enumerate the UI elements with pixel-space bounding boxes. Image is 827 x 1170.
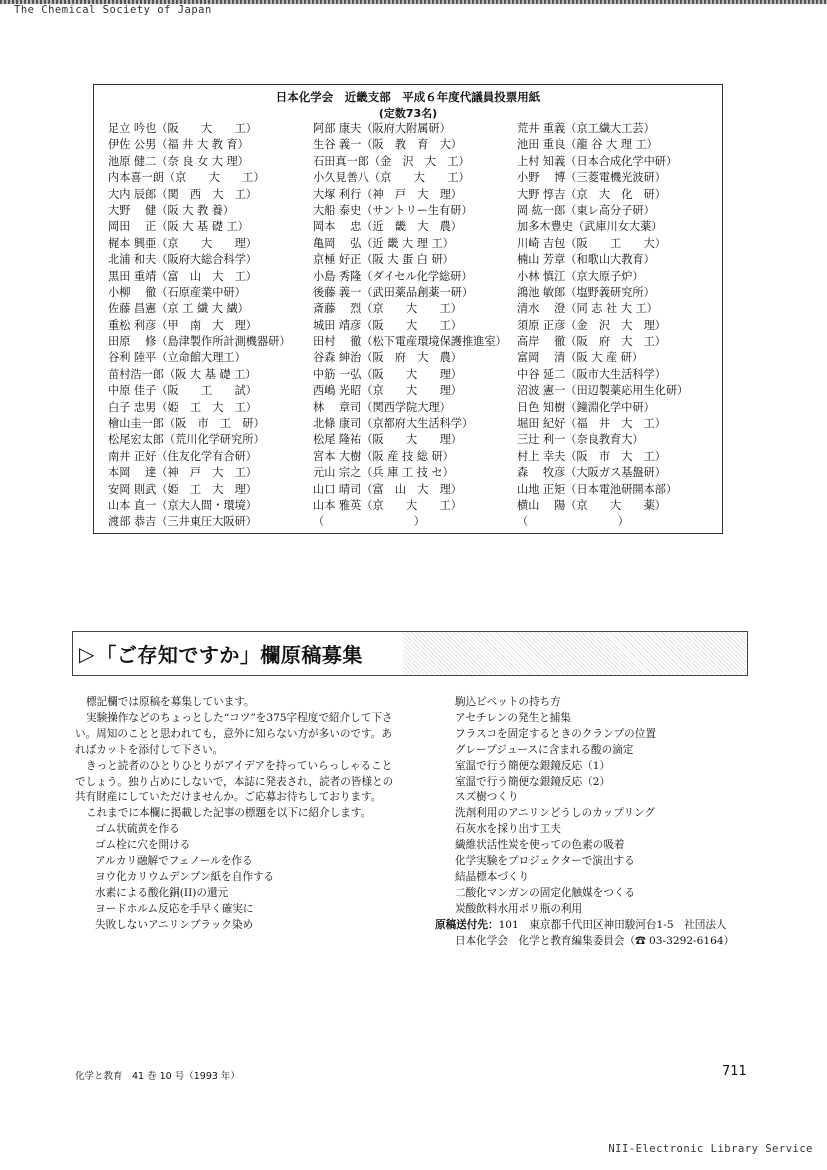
ballot-subtitle: (定数73名): [378, 107, 438, 120]
list-item: 谷森 紳治（阪 府 大 農）: [313, 351, 462, 365]
banner-title: 「ご存知ですか」欄原稿募集: [96, 643, 363, 667]
paragraph: 実験操作などのちょっとした“コツ”を375字程度で紹介して下さい。周知のことと思われても，意外に知らない方が多いのです。あればカットを添付して下さい。: [75, 711, 393, 756]
list-item: 白子 忠男（姫 工 大 工）: [108, 400, 257, 414]
list-item: 足立 吟也（阪 大 工）: [108, 122, 257, 135]
list-item: 岡田 正（阪 大 基 礎 工）: [108, 220, 249, 234]
list-item: 斎藤 烈（京 大 工）: [313, 302, 462, 316]
list-item: 大野 惇吉（京 大 化 研）: [517, 187, 666, 201]
list-item: 大船 泰史（サントリー生有研）: [313, 203, 473, 217]
list-item: 岡 紘一郎（東レ高分子研）: [517, 203, 655, 217]
ballot-table: [93, 84, 723, 534]
list-item: （ ）: [517, 515, 629, 529]
list-item: 石田真一郎（金 沢 大 工）: [313, 154, 470, 168]
list-item: ゴム栓に穴を開ける: [95, 839, 191, 852]
list-item: 水素による酸化銅(II)の還元: [95, 886, 229, 899]
paragraph: 標記欄では原稿を募集しています。: [86, 696, 255, 708]
send-line-2: 日本化学会 化学と教育編集委員会（☎ 03-3292-6164）: [455, 934, 735, 947]
list-item: 佐藤 昌憲（京 工 繊 大 繊）: [108, 302, 249, 316]
list-item: 荒井 重義（京工繊大工芸）: [517, 122, 655, 135]
paragraph: きっと読者のひとりひとりがアイデアを持っていらっしゃることでしょう。独り占めにしないで，本誌に発表され，読者の皆様との共有財産にしていただけませんか。ご応募お待ちしております。: [75, 759, 394, 804]
list-item: 山本 直一（京大人間・環境）: [108, 498, 257, 512]
article-list-left: [75, 822, 395, 933]
list-item: 北條 康司（京都府大生活科学）: [313, 417, 474, 431]
list-item: 後藤 義一（武田薬品創薬一研）: [313, 285, 474, 299]
ballot-column-1: [108, 121, 291, 531]
list-item: 山地 正矩（日本電池研開本部）: [517, 482, 678, 496]
list-item: 檜山圭一郎（阪 市 工 研）: [108, 417, 265, 431]
list-item: 化学実験をプロジェクターで演出する: [455, 855, 635, 868]
list-item: 大塚 利行（神 戸 大 理）: [313, 187, 462, 201]
list-item: 森 牧彦（大阪ガス基盤研）: [517, 466, 666, 480]
list-item: 炭酸飲料水用ポリ瓶の利用: [455, 902, 583, 915]
header-text: The Chemical Society of Japan: [14, 4, 212, 16]
article-list-right: [455, 695, 755, 918]
list-item: 林 章司（関西学院大理）: [313, 400, 451, 414]
list-item: 村上 幸夫（阪 市 大 工）: [517, 449, 666, 463]
list-item: 城田 靖彦（阪 大 工）: [313, 318, 462, 332]
list-item: 室温で行う簡便な銀鏡反応（1）: [455, 759, 611, 772]
list-item: 内本喜一朗（京 大 工）: [108, 171, 265, 185]
send-label: 原稿送付先：: [435, 918, 499, 931]
list-item: 中原 佳子（阪 工 試）: [108, 384, 257, 398]
list-item: 室温で行う簡便な銀鏡反応（2）: [455, 775, 611, 788]
library-footer: NII-Electronic Library Service: [608, 1143, 813, 1155]
list-item: 結晶標本づくり: [455, 870, 530, 883]
list-item: 須原 正彦（金 沢 大 理）: [517, 318, 666, 332]
list-item: スズ樹つくり: [455, 791, 519, 804]
list-item: 沼波 憲一（田辺製薬応用生化研）: [517, 384, 689, 398]
list-item: 富岡 清（阪 大 産 研）: [517, 351, 644, 365]
list-item: 岡本 忠（近 畿 大 農）: [313, 220, 462, 234]
list-item: 亀岡 弘（近 畿 大 理 工）: [313, 236, 454, 250]
section-banner: [72, 631, 748, 676]
ballot-title: 日本化学会 近畿支部 平成６年度代議員投票用紙: [275, 90, 541, 104]
list-item: 加多木豊史（武庫川女大薬）: [517, 220, 663, 234]
list-item: 日色 知樹（鐘淵化学中研）: [517, 400, 655, 414]
list-item: 小林 慎江（京大原子炉）: [517, 269, 644, 283]
send-address: [435, 918, 755, 934]
list-item: 鴻池 敏郎（塩野義研究所）: [517, 285, 655, 299]
list-item: 大野 健（阪 大 教 養）: [108, 203, 235, 217]
list-item: フラスコを固定するときのクランプの位置: [455, 727, 656, 740]
list-item: 池原 健二（奈 良 女 大 理）: [108, 154, 249, 168]
list-item: 黒田 重靖（富 山 大 工）: [108, 269, 257, 283]
list-item: 西嶋 光昭（京 大 理）: [313, 384, 462, 398]
list-item: 田原 修（島津製作所計測機器研）: [108, 335, 291, 349]
list-item: 小島 秀隆（ダイセル化学総研）: [313, 269, 473, 283]
list-item: 失敗しないアニリンブラック染め: [95, 918, 254, 931]
list-item: ヨードホルム反応を手早く確実に: [95, 902, 254, 915]
triangle-right-icon: ▷: [79, 641, 95, 666]
list-item: 松尾 隆祐（阪 大 理）: [313, 433, 462, 447]
list-item: 北浦 和夫（阪府大総合科学）: [108, 253, 257, 267]
list-item: 京極 好正（阪 大 蛋 白 研）: [313, 253, 454, 267]
list-item: 生谷 義一（阪 教 育 大）: [313, 138, 462, 152]
list-item: 中谷 延二（阪市大生活科学）: [517, 367, 666, 381]
list-item: 川崎 吉包（阪 工 大）: [517, 236, 666, 250]
paragraph: これまでに本欄に掲載した記事の標題を以下に紹介します。: [86, 807, 372, 820]
page-number: 711: [722, 1064, 747, 1079]
list-item: 松尾宏太郎（荒川化学研究所）: [108, 433, 265, 447]
list-item: 本岡 達（神 戸 大 工）: [108, 466, 257, 480]
list-item: 梶本 興亜（京 大 理）: [108, 236, 257, 250]
list-item: 二酸化マンガンの固定化触媒をつくる: [455, 886, 636, 899]
list-item: 重松 利彦（甲 南 大 理）: [108, 318, 257, 332]
list-item: 渡部 恭吉（三井東圧大阪研）: [108, 515, 257, 529]
list-item: 谷利 陸平（立命館大理工）: [108, 351, 246, 365]
list-item: 小柳 徹（石原産業中研）: [108, 285, 246, 299]
right-text-column: [435, 695, 755, 950]
list-item: 上村 知義（日本合成化学中研）: [517, 154, 678, 168]
ballot-column-3: [517, 121, 688, 531]
list-item: 繊維状活性炭を使っての色素の吸着: [455, 839, 625, 852]
list-item: 宮本 大樹（阪 産 技 総 研）: [313, 449, 454, 463]
send-line-1: 101 東京都千代田区神田駿河台1-5 社団法人: [498, 918, 727, 931]
list-item: 山本 雅英（京 大 工）: [313, 498, 462, 512]
list-item: 山口 晴司（富 山 大 理）: [313, 482, 462, 496]
list-item: ヨウ化カリウムデンプン紙を自作する: [95, 870, 275, 883]
list-item: 安岡 則武（姫 工 大 理）: [108, 482, 257, 496]
list-item: 大内 辰郎（関 西 大 工）: [108, 187, 257, 201]
list-item: 中筋 一弘（阪 大 理）: [313, 367, 462, 381]
journal-footer: 化学と教育 41 巻 10 号（1993 年）: [75, 1071, 240, 1082]
list-item: 阿部 康夫（阪府大附属研）: [313, 122, 451, 135]
list-item: アセチレンの発生と捕集: [455, 711, 571, 724]
ballot-column-2: [313, 121, 507, 531]
list-item: 楠山 芳章（和歌山大教育）: [517, 253, 655, 267]
list-item: 堀田 紀好（福 井 大 工）: [517, 417, 666, 431]
list-item: 田村 徹（松下電産環境保護推進室）: [313, 335, 507, 349]
list-item: 池田 重良（龍 谷 大 理 工）: [517, 138, 658, 152]
list-item: 南井 正好（住友化学有合研）: [108, 449, 257, 463]
list-item: 清水 澄（同 志 社 大 工）: [517, 302, 658, 316]
list-item: アルカリ融解でフェノールを作る: [95, 855, 253, 868]
list-item: 石灰水を採り出す工夫: [455, 823, 561, 836]
list-item: 伊佐 公男（福 井 大 教 育）: [108, 138, 249, 152]
left-text-column: [75, 695, 395, 934]
list-item: 小久見善八（京 大 工）: [313, 171, 470, 185]
list-item: グレープジュースに含まれる酸の滴定: [455, 743, 634, 756]
list-item: 苗村浩一郎（阪 大 基 礎 工）: [108, 367, 257, 381]
list-item: （ ）: [313, 515, 425, 529]
list-item: 洗剤利用のアニリンどうしのカップリング: [455, 807, 656, 820]
list-item: 横山 陽（京 大 薬）: [517, 498, 666, 512]
list-item: 三辻 利一（奈良教育大）: [517, 433, 644, 447]
list-item: 駒込ピペットの持ち方: [455, 696, 561, 708]
list-item: 高岸 徹（阪 府 大 工）: [517, 335, 666, 349]
list-item: ゴム状硫黄を作る: [95, 823, 180, 836]
list-item: 元山 宗之（兵 庫 工 技 セ）: [313, 466, 454, 480]
list-item: 小野 博（三菱電機光波研）: [517, 171, 666, 185]
